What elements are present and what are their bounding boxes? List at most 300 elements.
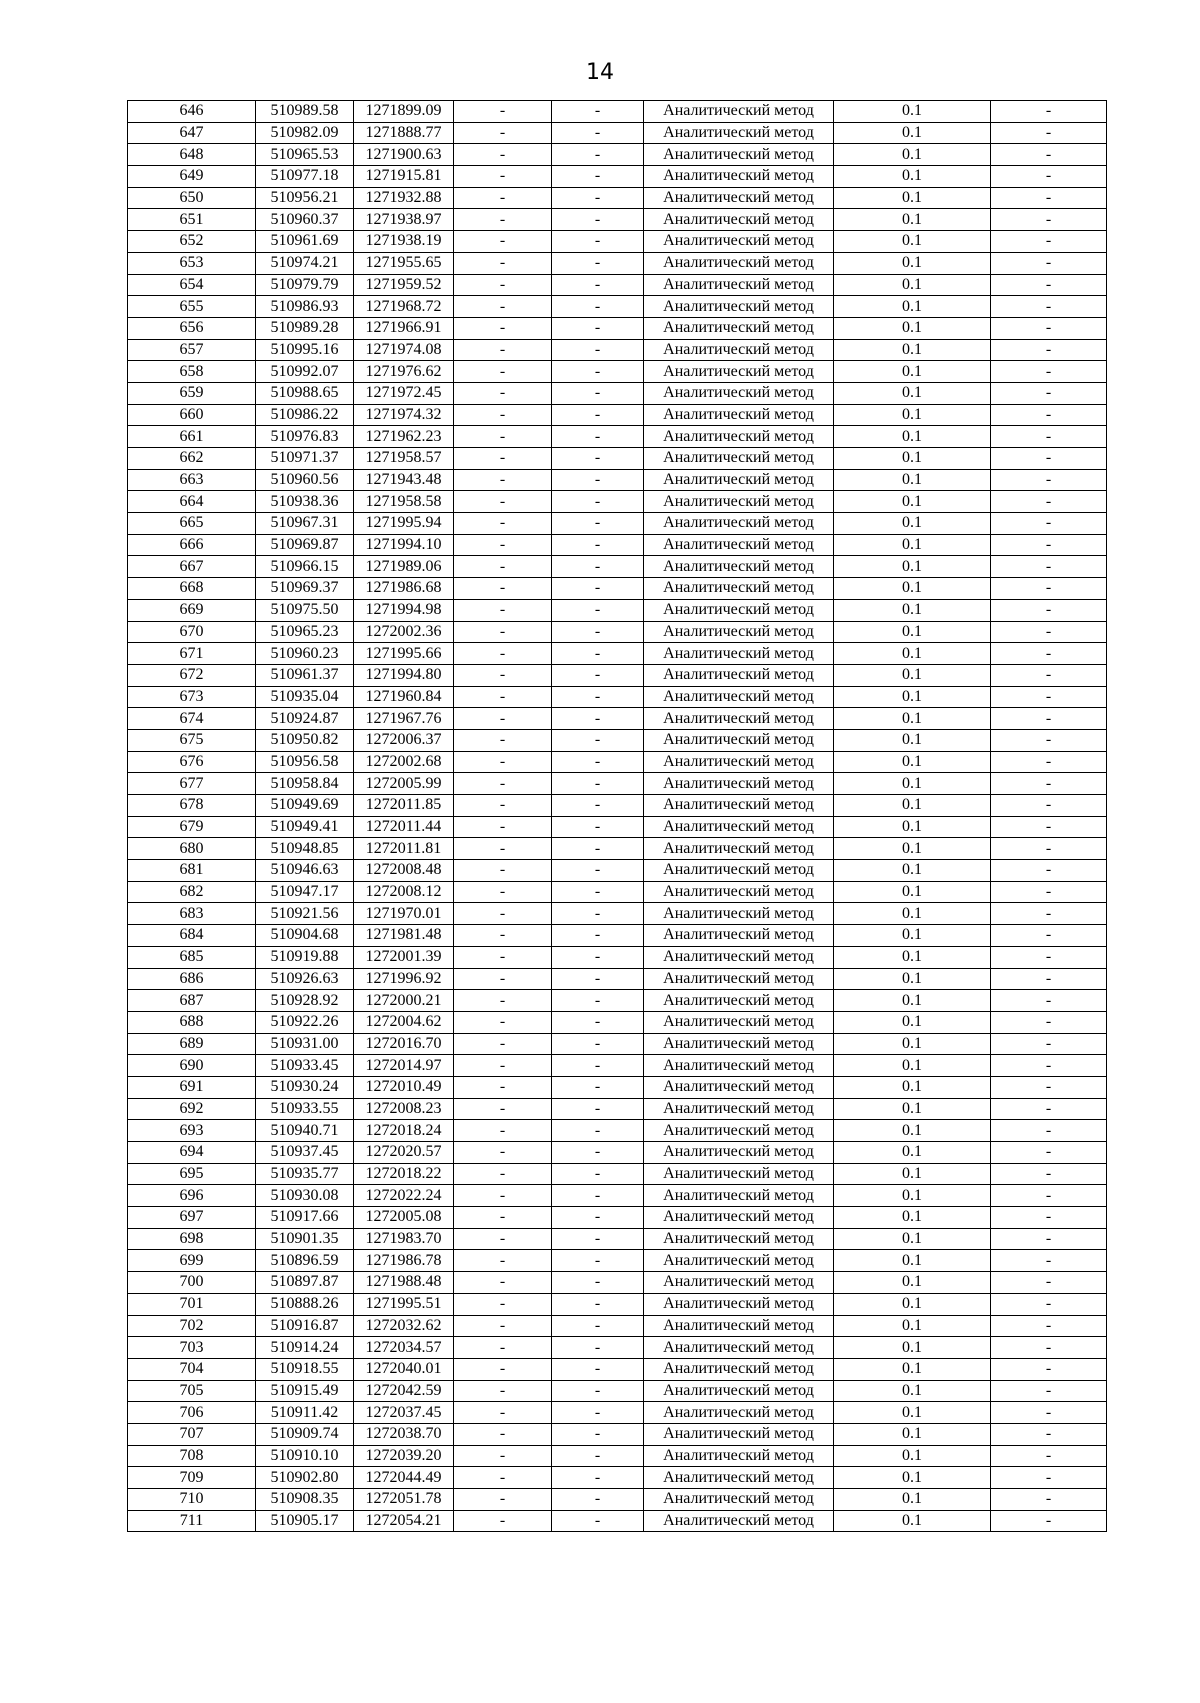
empty-cell-2: -: [552, 122, 644, 144]
y-coordinate-cell: 1272018.24: [354, 1120, 454, 1142]
accuracy-cell: 0.1: [834, 599, 991, 621]
method-cell: Аналитический метод: [644, 838, 834, 860]
y-coordinate-cell: 1271960.84: [354, 686, 454, 708]
table-row: [128, 144, 1107, 166]
empty-cell-2: -: [552, 534, 644, 556]
empty-cell-1: -: [454, 122, 552, 144]
table-row: [128, 1358, 1107, 1380]
point-number-cell: 683: [128, 903, 256, 925]
accuracy-cell: 0.1: [834, 816, 991, 838]
empty-cell-1: -: [454, 860, 552, 882]
accuracy-cell: 0.1: [834, 166, 991, 188]
x-coordinate-cell: 510989.28: [256, 317, 354, 339]
empty-cell-1: -: [454, 816, 552, 838]
empty-cell-3: -: [991, 361, 1107, 383]
point-number-cell: 662: [128, 448, 256, 470]
table-row: [128, 1402, 1107, 1424]
empty-cell-2: -: [552, 1120, 644, 1142]
method-cell: Аналитический метод: [644, 426, 834, 448]
x-coordinate-cell: 510967.31: [256, 513, 354, 535]
empty-cell-2: -: [552, 1423, 644, 1445]
method-cell: Аналитический метод: [644, 925, 834, 947]
point-number-cell: 710: [128, 1489, 256, 1511]
empty-cell-3: -: [991, 469, 1107, 491]
table-row: [128, 578, 1107, 600]
empty-cell-2: -: [552, 729, 644, 751]
method-cell: Аналитический метод: [644, 773, 834, 795]
empty-cell-3: -: [991, 816, 1107, 838]
table-row: [128, 1315, 1107, 1337]
empty-cell-1: -: [454, 491, 552, 513]
empty-cell-3: -: [991, 925, 1107, 947]
method-cell: Аналитический метод: [644, 1315, 834, 1337]
method-cell: Аналитический метод: [644, 1402, 834, 1424]
empty-cell-3: -: [991, 1467, 1107, 1489]
table-row: [128, 1489, 1107, 1511]
table-row: [128, 448, 1107, 470]
empty-cell-1: -: [454, 296, 552, 318]
table-row: [128, 534, 1107, 556]
x-coordinate-cell: 510969.87: [256, 534, 354, 556]
table-row: [128, 751, 1107, 773]
empty-cell-2: -: [552, 1142, 644, 1164]
y-coordinate-cell: 1271989.06: [354, 556, 454, 578]
point-number-cell: 669: [128, 599, 256, 621]
empty-cell-3: -: [991, 1272, 1107, 1294]
empty-cell-2: -: [552, 903, 644, 925]
x-coordinate-cell: 510919.88: [256, 946, 354, 968]
y-coordinate-cell: 1272002.36: [354, 621, 454, 643]
accuracy-cell: 0.1: [834, 881, 991, 903]
point-number-cell: 684: [128, 925, 256, 947]
point-number-cell: 674: [128, 708, 256, 730]
x-coordinate-cell: 510931.00: [256, 1033, 354, 1055]
empty-cell-3: -: [991, 686, 1107, 708]
empty-cell-1: -: [454, 1142, 552, 1164]
empty-cell-2: -: [552, 296, 644, 318]
accuracy-cell: 0.1: [834, 1358, 991, 1380]
method-cell: Аналитический метод: [644, 968, 834, 990]
empty-cell-3: -: [991, 382, 1107, 404]
empty-cell-1: -: [454, 361, 552, 383]
method-cell: Аналитический метод: [644, 1293, 834, 1315]
empty-cell-2: -: [552, 231, 644, 253]
point-number-cell: 688: [128, 1011, 256, 1033]
accuracy-cell: 0.1: [834, 1445, 991, 1467]
empty-cell-2: -: [552, 382, 644, 404]
method-cell: Аналитический метод: [644, 187, 834, 209]
table-row: [128, 1033, 1107, 1055]
empty-cell-3: -: [991, 1315, 1107, 1337]
x-coordinate-cell: 510918.55: [256, 1358, 354, 1380]
empty-cell-3: -: [991, 968, 1107, 990]
empty-cell-3: -: [991, 144, 1107, 166]
empty-cell-1: -: [454, 1467, 552, 1489]
y-coordinate-cell: 1272008.48: [354, 860, 454, 882]
empty-cell-2: -: [552, 1098, 644, 1120]
x-coordinate-cell: 510909.74: [256, 1423, 354, 1445]
x-coordinate-cell: 510966.15: [256, 556, 354, 578]
method-cell: Аналитический метод: [644, 1467, 834, 1489]
method-cell: Аналитический метод: [644, 990, 834, 1012]
accuracy-cell: 0.1: [834, 1185, 991, 1207]
empty-cell-3: -: [991, 1163, 1107, 1185]
accuracy-cell: 0.1: [834, 209, 991, 231]
method-cell: Аналитический метод: [644, 404, 834, 426]
y-coordinate-cell: 1271966.91: [354, 317, 454, 339]
accuracy-cell: 0.1: [834, 1055, 991, 1077]
empty-cell-1: -: [454, 1358, 552, 1380]
x-coordinate-cell: 510948.85: [256, 838, 354, 860]
accuracy-cell: 0.1: [834, 1423, 991, 1445]
empty-cell-1: -: [454, 166, 552, 188]
empty-cell-3: -: [991, 1293, 1107, 1315]
table-row: [128, 1120, 1107, 1142]
empty-cell-1: -: [454, 1250, 552, 1272]
point-number-cell: 680: [128, 838, 256, 860]
empty-cell-1: -: [454, 1315, 552, 1337]
table-row: [128, 556, 1107, 578]
empty-cell-2: -: [552, 578, 644, 600]
empty-cell-2: -: [552, 1489, 644, 1511]
accuracy-cell: 0.1: [834, 773, 991, 795]
empty-cell-3: -: [991, 556, 1107, 578]
empty-cell-1: -: [454, 1098, 552, 1120]
y-coordinate-cell: 1272022.24: [354, 1185, 454, 1207]
accuracy-cell: 0.1: [834, 968, 991, 990]
table-row: [128, 209, 1107, 231]
point-number-cell: 709: [128, 1467, 256, 1489]
empty-cell-1: -: [454, 946, 552, 968]
method-cell: Аналитический метод: [644, 860, 834, 882]
point-number-cell: 696: [128, 1185, 256, 1207]
method-cell: Аналитический метод: [644, 1489, 834, 1511]
empty-cell-1: -: [454, 578, 552, 600]
accuracy-cell: 0.1: [834, 426, 991, 448]
accuracy-cell: 0.1: [834, 231, 991, 253]
empty-cell-1: -: [454, 448, 552, 470]
empty-cell-2: -: [552, 860, 644, 882]
table-row: [128, 1055, 1107, 1077]
x-coordinate-cell: 510910.10: [256, 1445, 354, 1467]
empty-cell-3: -: [991, 795, 1107, 817]
empty-cell-1: -: [454, 729, 552, 751]
y-coordinate-cell: 1272037.45: [354, 1402, 454, 1424]
method-cell: Аналитический метод: [644, 1033, 834, 1055]
empty-cell-2: -: [552, 1207, 644, 1229]
point-number-cell: 705: [128, 1380, 256, 1402]
empty-cell-1: -: [454, 1489, 552, 1511]
empty-cell-3: -: [991, 1142, 1107, 1164]
empty-cell-2: -: [552, 556, 644, 578]
x-coordinate-cell: 510965.23: [256, 621, 354, 643]
point-number-cell: 656: [128, 317, 256, 339]
empty-cell-3: -: [991, 1011, 1107, 1033]
point-number-cell: 653: [128, 252, 256, 274]
accuracy-cell: 0.1: [834, 925, 991, 947]
point-number-cell: 682: [128, 881, 256, 903]
accuracy-cell: 0.1: [834, 1011, 991, 1033]
empty-cell-1: -: [454, 1293, 552, 1315]
accuracy-cell: 0.1: [834, 903, 991, 925]
method-cell: Аналитический метод: [644, 448, 834, 470]
table-row: [128, 1142, 1107, 1164]
table-row: [128, 1510, 1107, 1532]
table-row: [128, 664, 1107, 686]
x-coordinate-cell: 510924.87: [256, 708, 354, 730]
point-number-cell: 701: [128, 1293, 256, 1315]
empty-cell-3: -: [991, 296, 1107, 318]
accuracy-cell: 0.1: [834, 1315, 991, 1337]
method-cell: Аналитический метод: [644, 1250, 834, 1272]
empty-cell-1: -: [454, 209, 552, 231]
method-cell: Аналитический метод: [644, 729, 834, 751]
y-coordinate-cell: 1271994.10: [354, 534, 454, 556]
x-coordinate-cell: 510901.35: [256, 1228, 354, 1250]
method-cell: Аналитический метод: [644, 382, 834, 404]
point-number-cell: 650: [128, 187, 256, 209]
empty-cell-2: -: [552, 339, 644, 361]
empty-cell-1: -: [454, 1510, 552, 1532]
y-coordinate-cell: 1271994.98: [354, 599, 454, 621]
x-coordinate-cell: 510956.21: [256, 187, 354, 209]
empty-cell-2: -: [552, 187, 644, 209]
x-coordinate-cell: 510960.37: [256, 209, 354, 231]
empty-cell-1: -: [454, 925, 552, 947]
y-coordinate-cell: 1272018.22: [354, 1163, 454, 1185]
empty-cell-1: -: [454, 664, 552, 686]
y-coordinate-cell: 1271970.01: [354, 903, 454, 925]
empty-cell-2: -: [552, 881, 644, 903]
empty-cell-1: -: [454, 1120, 552, 1142]
y-coordinate-cell: 1272016.70: [354, 1033, 454, 1055]
empty-cell-2: -: [552, 599, 644, 621]
empty-cell-1: -: [454, 599, 552, 621]
point-number-cell: 659: [128, 382, 256, 404]
empty-cell-3: -: [991, 274, 1107, 296]
x-coordinate-cell: 510949.41: [256, 816, 354, 838]
y-coordinate-cell: 1272006.37: [354, 729, 454, 751]
point-number-cell: 676: [128, 751, 256, 773]
empty-cell-3: -: [991, 534, 1107, 556]
empty-cell-1: -: [454, 274, 552, 296]
y-coordinate-cell: 1271899.09: [354, 101, 454, 123]
empty-cell-3: -: [991, 1120, 1107, 1142]
accuracy-cell: 0.1: [834, 751, 991, 773]
coordinates-table: [127, 100, 1107, 1532]
table-row: [128, 469, 1107, 491]
empty-cell-2: -: [552, 1467, 644, 1489]
method-cell: Аналитический метод: [644, 513, 834, 535]
table-row: [128, 1076, 1107, 1098]
point-number-cell: 671: [128, 643, 256, 665]
empty-cell-3: -: [991, 317, 1107, 339]
y-coordinate-cell: 1271958.58: [354, 491, 454, 513]
y-coordinate-cell: 1271974.08: [354, 339, 454, 361]
table-row: [128, 773, 1107, 795]
table-body: [128, 101, 1107, 1532]
y-coordinate-cell: 1272011.85: [354, 795, 454, 817]
empty-cell-1: -: [454, 339, 552, 361]
point-number-cell: 704: [128, 1358, 256, 1380]
table-row: [128, 1207, 1107, 1229]
empty-cell-3: -: [991, 1402, 1107, 1424]
table-row: [128, 1467, 1107, 1489]
table-row: [128, 382, 1107, 404]
empty-cell-1: -: [454, 317, 552, 339]
table-row: [128, 990, 1107, 1012]
y-coordinate-cell: 1271988.48: [354, 1272, 454, 1294]
point-number-cell: 679: [128, 816, 256, 838]
x-coordinate-cell: 510995.16: [256, 339, 354, 361]
empty-cell-1: -: [454, 404, 552, 426]
y-coordinate-cell: 1272010.49: [354, 1076, 454, 1098]
empty-cell-3: -: [991, 881, 1107, 903]
x-coordinate-cell: 510969.37: [256, 578, 354, 600]
empty-cell-2: -: [552, 1011, 644, 1033]
point-number-cell: 670: [128, 621, 256, 643]
accuracy-cell: 0.1: [834, 513, 991, 535]
x-coordinate-cell: 510933.55: [256, 1098, 354, 1120]
empty-cell-1: -: [454, 795, 552, 817]
point-number-cell: 675: [128, 729, 256, 751]
y-coordinate-cell: 1271995.94: [354, 513, 454, 535]
method-cell: Аналитический метод: [644, 101, 834, 123]
method-cell: Аналитический метод: [644, 1358, 834, 1380]
empty-cell-2: -: [552, 990, 644, 1012]
y-coordinate-cell: 1272011.81: [354, 838, 454, 860]
point-number-cell: 698: [128, 1228, 256, 1250]
x-coordinate-cell: 510888.26: [256, 1293, 354, 1315]
empty-cell-1: -: [454, 534, 552, 556]
method-cell: Аналитический метод: [644, 1098, 834, 1120]
empty-cell-3: -: [991, 491, 1107, 513]
accuracy-cell: 0.1: [834, 448, 991, 470]
method-cell: Аналитический метод: [644, 1207, 834, 1229]
empty-cell-1: -: [454, 643, 552, 665]
method-cell: Аналитический метод: [644, 209, 834, 231]
accuracy-cell: 0.1: [834, 1402, 991, 1424]
x-coordinate-cell: 510956.58: [256, 751, 354, 773]
table-row: [128, 361, 1107, 383]
empty-cell-3: -: [991, 1228, 1107, 1250]
accuracy-cell: 0.1: [834, 556, 991, 578]
empty-cell-3: -: [991, 252, 1107, 274]
x-coordinate-cell: 510986.22: [256, 404, 354, 426]
accuracy-cell: 0.1: [834, 1380, 991, 1402]
table-row: [128, 946, 1107, 968]
table-row: [128, 296, 1107, 318]
empty-cell-2: -: [552, 1055, 644, 1077]
accuracy-cell: 0.1: [834, 946, 991, 968]
y-coordinate-cell: 1271943.48: [354, 469, 454, 491]
accuracy-cell: 0.1: [834, 621, 991, 643]
method-cell: Аналитический метод: [644, 491, 834, 513]
x-coordinate-cell: 510908.35: [256, 1489, 354, 1511]
empty-cell-3: -: [991, 1250, 1107, 1272]
empty-cell-1: -: [454, 1033, 552, 1055]
y-coordinate-cell: 1271968.72: [354, 296, 454, 318]
x-coordinate-cell: 510989.58: [256, 101, 354, 123]
empty-cell-1: -: [454, 1076, 552, 1098]
x-coordinate-cell: 510988.65: [256, 382, 354, 404]
point-number-cell: 703: [128, 1337, 256, 1359]
empty-cell-2: -: [552, 252, 644, 274]
table-row: [128, 686, 1107, 708]
empty-cell-1: -: [454, 1163, 552, 1185]
empty-cell-2: -: [552, 968, 644, 990]
y-coordinate-cell: 1272002.68: [354, 751, 454, 773]
accuracy-cell: 0.1: [834, 1228, 991, 1250]
accuracy-cell: 0.1: [834, 578, 991, 600]
method-cell: Аналитический метод: [644, 144, 834, 166]
method-cell: Аналитический метод: [644, 1228, 834, 1250]
y-coordinate-cell: 1272032.62: [354, 1315, 454, 1337]
x-coordinate-cell: 510977.18: [256, 166, 354, 188]
method-cell: Аналитический метод: [644, 1510, 834, 1532]
empty-cell-1: -: [454, 968, 552, 990]
empty-cell-3: -: [991, 1445, 1107, 1467]
empty-cell-3: -: [991, 1185, 1107, 1207]
empty-cell-1: -: [454, 1272, 552, 1294]
empty-cell-2: -: [552, 925, 644, 947]
empty-cell-2: -: [552, 708, 644, 730]
table-row: [128, 1228, 1107, 1250]
table-row: [128, 1011, 1107, 1033]
accuracy-cell: 0.1: [834, 274, 991, 296]
y-coordinate-cell: 1272008.23: [354, 1098, 454, 1120]
x-coordinate-cell: 510914.24: [256, 1337, 354, 1359]
method-cell: Аналитический метод: [644, 231, 834, 253]
y-coordinate-cell: 1272051.78: [354, 1489, 454, 1511]
accuracy-cell: 0.1: [834, 101, 991, 123]
y-coordinate-cell: 1271995.66: [354, 643, 454, 665]
method-cell: Аналитический метод: [644, 317, 834, 339]
point-number-cell: 691: [128, 1076, 256, 1098]
method-cell: Аналитический метод: [644, 751, 834, 773]
empty-cell-1: -: [454, 751, 552, 773]
empty-cell-2: -: [552, 816, 644, 838]
accuracy-cell: 0.1: [834, 1142, 991, 1164]
y-coordinate-cell: 1271981.48: [354, 925, 454, 947]
empty-cell-1: -: [454, 469, 552, 491]
method-cell: Аналитический метод: [644, 1120, 834, 1142]
y-coordinate-cell: 1272005.99: [354, 773, 454, 795]
empty-cell-2: -: [552, 1337, 644, 1359]
accuracy-cell: 0.1: [834, 1033, 991, 1055]
empty-cell-3: -: [991, 1098, 1107, 1120]
table-row: [128, 1250, 1107, 1272]
empty-cell-3: -: [991, 448, 1107, 470]
method-cell: Аналитический метод: [644, 166, 834, 188]
x-coordinate-cell: 510911.42: [256, 1402, 354, 1424]
accuracy-cell: 0.1: [834, 664, 991, 686]
y-coordinate-cell: 1271976.62: [354, 361, 454, 383]
method-cell: Аналитический метод: [644, 1423, 834, 1445]
point-number-cell: 708: [128, 1445, 256, 1467]
empty-cell-3: -: [991, 1423, 1107, 1445]
table-row: [128, 426, 1107, 448]
empty-cell-2: -: [552, 317, 644, 339]
empty-cell-1: -: [454, 1337, 552, 1359]
point-number-cell: 700: [128, 1272, 256, 1294]
empty-cell-2: -: [552, 361, 644, 383]
y-coordinate-cell: 1271974.32: [354, 404, 454, 426]
empty-cell-1: -: [454, 556, 552, 578]
accuracy-cell: 0.1: [834, 1163, 991, 1185]
accuracy-cell: 0.1: [834, 252, 991, 274]
x-coordinate-cell: 510976.83: [256, 426, 354, 448]
